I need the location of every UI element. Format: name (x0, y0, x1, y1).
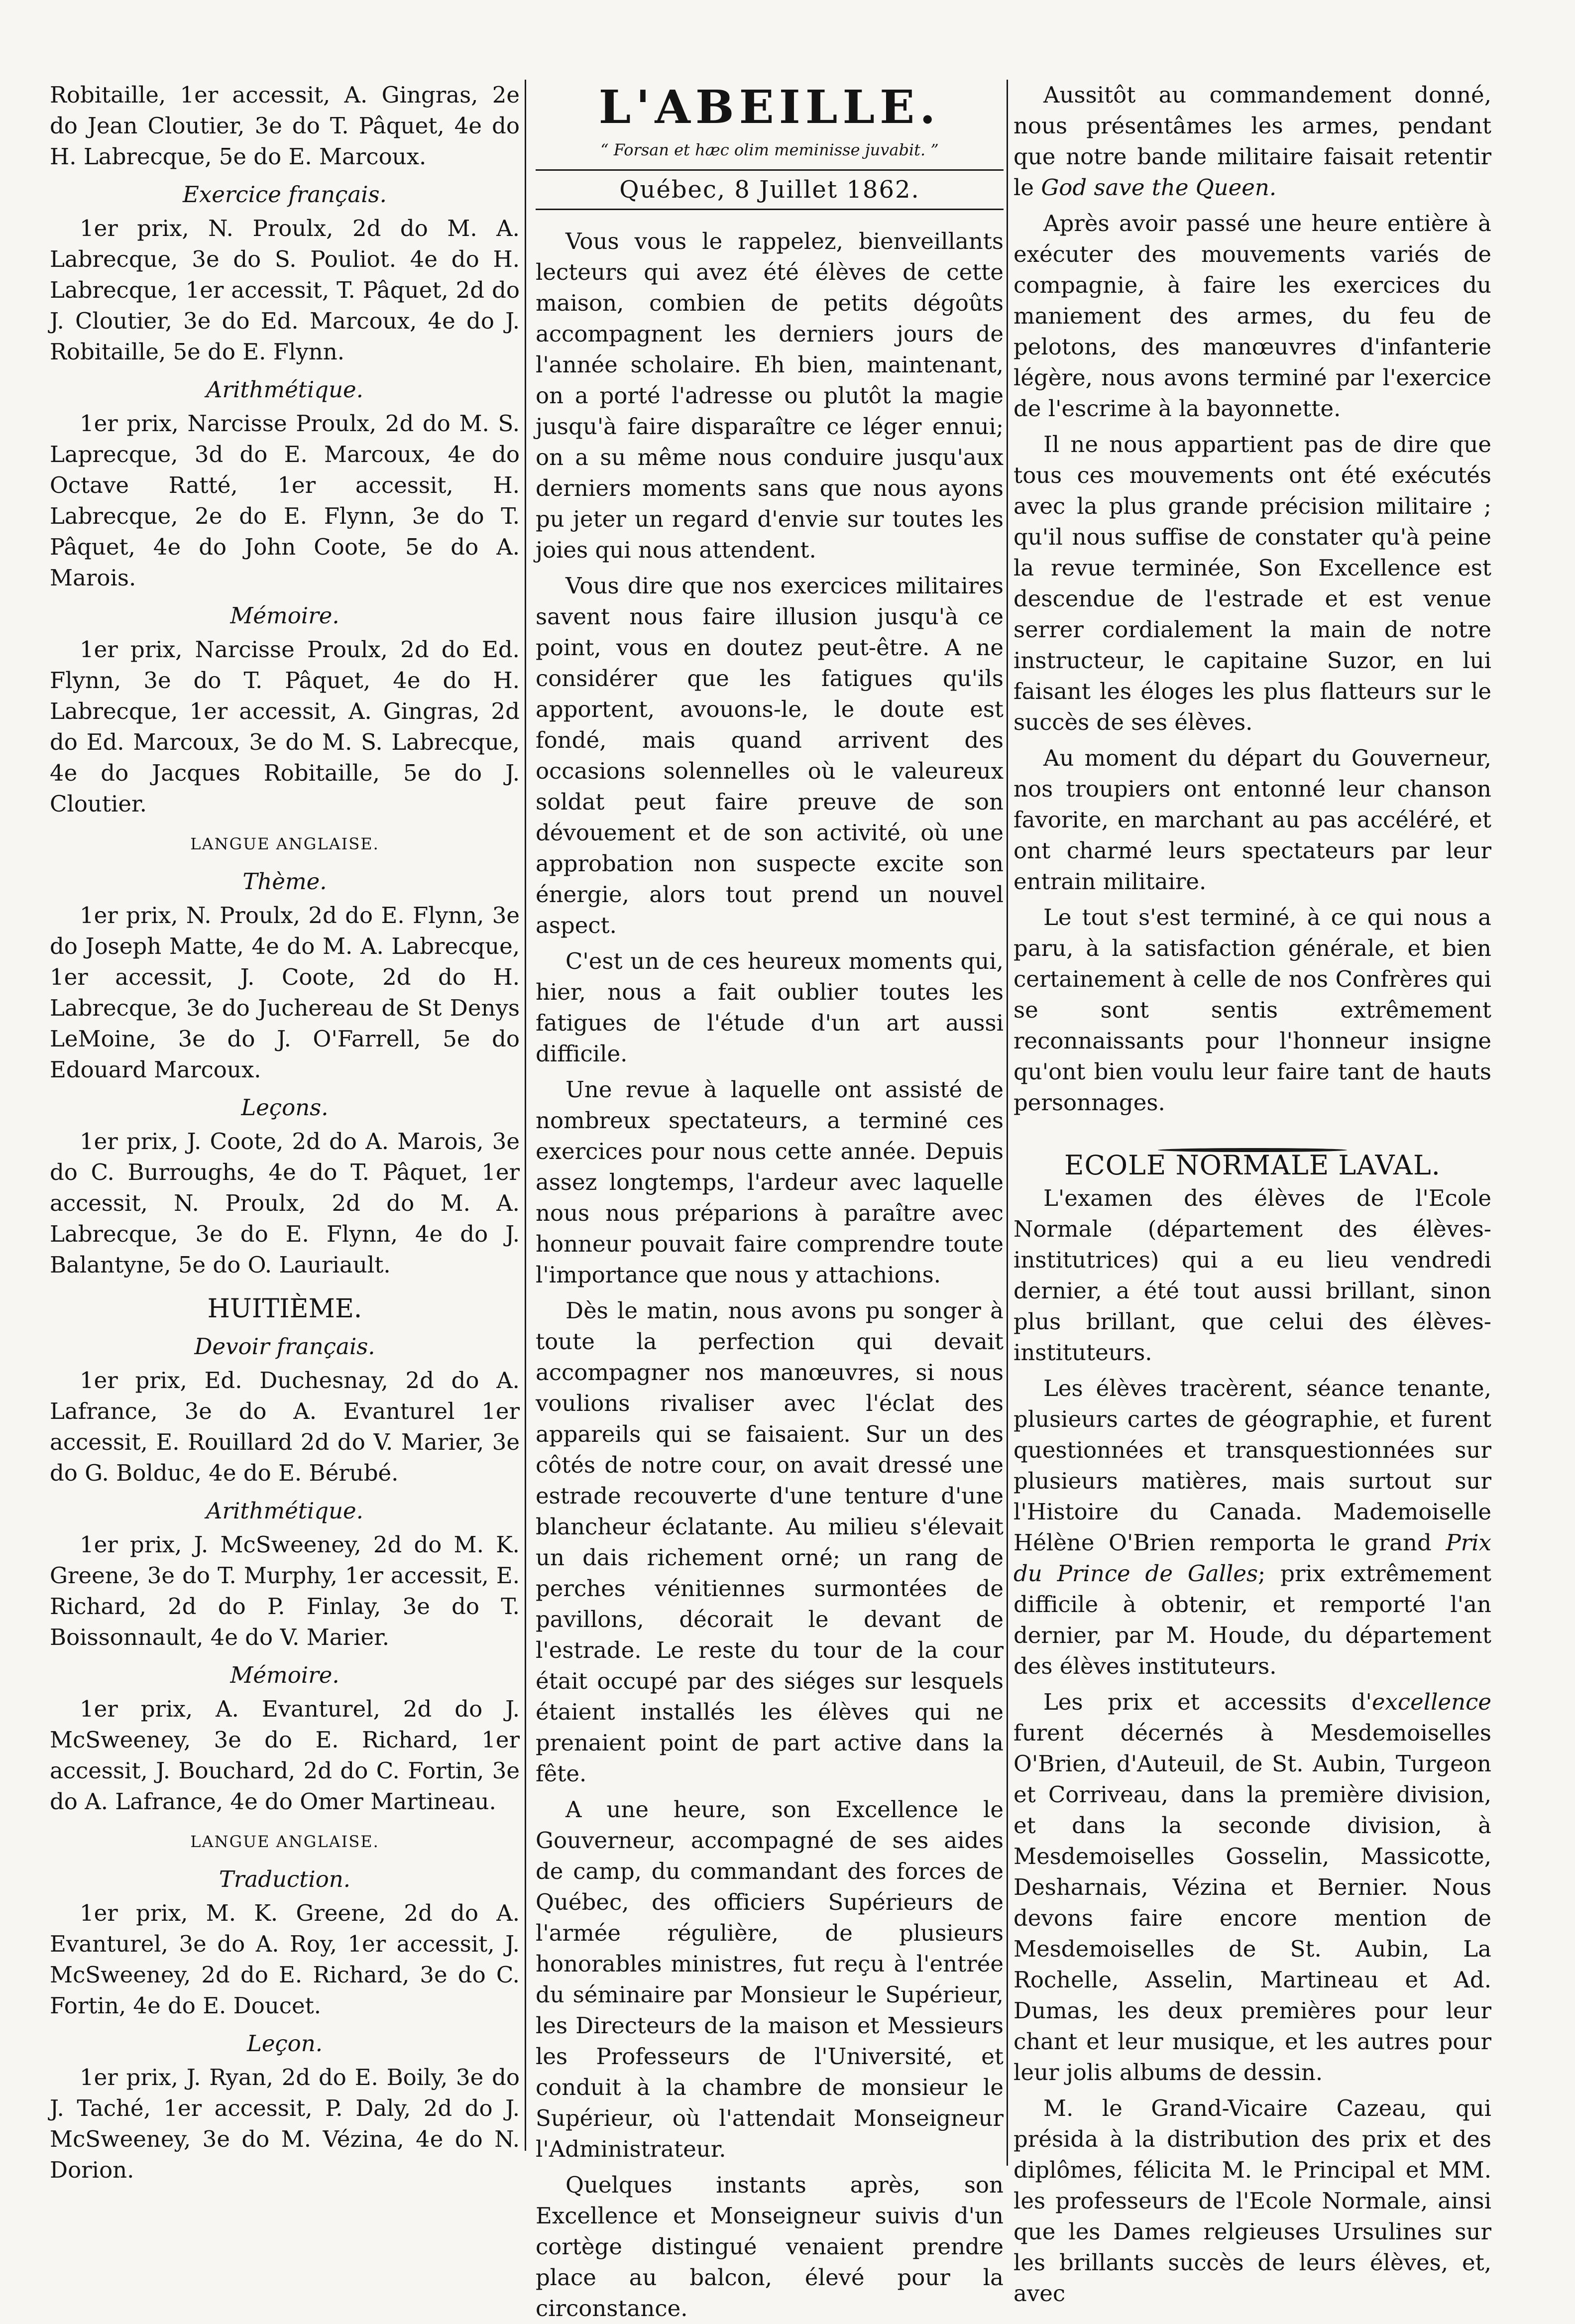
subheading: Devoir français. (194, 1333, 375, 1360)
class-heading: HUITIÈME. (207, 1294, 362, 1324)
prize-list-paragraph: 1er prix, Ed. Duchesnay, 2d do A. Lafrance, 3e do A. Evanturel 1er accessit, E. Rouillard 2d do V. Marier, 3e do G. Bolduc, 4e do E. Bérubé. (50, 1367, 520, 1486)
section-heading-caps: LANGUE ANGLAISE. (190, 1832, 379, 1851)
spacer (536, 210, 1004, 226)
article-paragraph: Vous dire que nos exercices militaires savent nous faire illusion jusqu'à ce point, vous en doutez peut-être. A ne considérer que les fatigues qu'ils apportent, avouons-le, le doute est fondé, mais quand arrivent des occasions solennelles où le valeureux soldat peut faire preuve de son dévouement et de son activité, où une approbation non suspecte excite son énergie, alors tout prend un nouvel aspect. (536, 573, 1004, 938)
section-title: ECOLE NORMALE LAVAL. (1064, 1150, 1441, 1181)
column-right (1013, 80, 1491, 2309)
column-rule-left (525, 80, 526, 2151)
prize-list-paragraph: 1er prix, M. K. Greene, 2d do A. Evanturel, 3e do A. Roy, 1er accessit, J. McSweeney, 2d do E. Richard, 3e do C. Fortin, 4e do E. Doucet. (50, 1900, 520, 2019)
article-paragraph: Une revue à laquelle ont assisté de nombreux spectateurs, a terminé ces exercices pour nous cette année. Depuis assez longtemps, l'ardeur avec laquelle nous nous préparions à paraître avec honneur pouvait faire comprendre toute l'importance que nous y attachions. (536, 1076, 1004, 1288)
article-paragraph: Vous vous le rappelez, bienveillants lecteurs qui avez été élèves de cette maison, combien de petits dégoûts accompagnent les derniers jours de l'année scholaire. Eh bien, maintenant, on a porté l'adresse ou plutôt la magie jusqu'à faire disparaître ce léger ennui; on a su même nous conduire jusqu'aux derniers moments sans que nous ayons pu jeter un regard d'envie sur toutes les joies qui nous attendent. (536, 228, 1004, 563)
ornamental-divider (1013, 1129, 1491, 1136)
column-middle (536, 80, 1004, 2324)
article-text: ; prix extrêmement difficile à obtenir, et remporté l'an dernier, par M. Houde, du département des élèves instituteurs. (1013, 1560, 1491, 1679)
article-paragraph (1013, 1373, 1491, 1682)
subheading: Traduction. (219, 1866, 351, 1892)
column-rule-right (1007, 80, 1008, 2166)
subheading: Mémoire. (230, 1662, 339, 1688)
article-text: Aussitôt au commandement donné, nous présentâmes les armes, pendant que notre bande militaire faisait retentir le (1013, 82, 1491, 201)
prize-name: Prix du Prince de Galles (1013, 1529, 1492, 1587)
article-paragraph: Quelques instants après, son Excellence et Monseigneur suivis d'un cortège distingué venaient prendre place au balcon, élevé pour la circonstance. (536, 2172, 1004, 2322)
article-paragraph: A une heure, son Excellence le Gouverneur, accompagné de ses aides de camp, du commandant des forces de Québec, des officiers Supérieurs de l'armée régulière, de plusieurs honorables ministres, fut reçu à l'entrée du séminaire par Monsieur le Supérieur, les Directeurs de la maison et Messieurs les Professeurs de l'Université, et conduit à la chambre de monsieur le Supérieur, où l'attendait Monseigneur l'Administrateur. (536, 1796, 1004, 2162)
subheading: Thème. (242, 868, 327, 895)
section-heading-caps: LANGUE ANGLAISE. (190, 834, 379, 853)
article-text: furent décernés à Mesdemoiselles O'Brien, d'Auteuil, de St. Aubin, Turgeon et Corriveau, dans la première division, et dans la seconde division, à Mesdemoiselles Gosselin, Massicotte, Desharnais, Vézina et Bernier. Nous devons faire encore mention de Mesdemoiselles de St. Aubin, La Rochelle, Asselin, Martineau et Ad. Dumas, les deux premières pour leur chant et leur musique, et les autres pour leur jolis albums de dessin. (1013, 1720, 1491, 2086)
masthead-title: L'ABEILLE. (598, 80, 941, 134)
article-text: Les prix et accessits d' (1043, 1689, 1372, 1715)
emphasis-text: excellence (1371, 1689, 1491, 1715)
subheading: Leçons. (241, 1094, 329, 1121)
column-left (50, 80, 520, 2186)
dateline: Québec, 8 Juillet 1862. (619, 176, 920, 204)
article-paragraph: Après avoir passé une heure entière à exécuter des mouvements variés de compagnie, à faire les exercices du maniement des armes, du feu de pelotons, des manœuvres d'infanterie légère, nous avons terminé par l'exercice de l'escrime à la bayonnette. (1013, 210, 1491, 422)
prize-list-paragraph: 1er prix, N. Proulx, 2d do E. Flynn, 3e do Joseph Matte, 4e do M. A. Labrecque, 1er accessit, J. Coote, 2d do H. Labrecque, 3e do Juchereau de St Denys LeMoine, 3e do J. O'Farrell, 5e do Edouard Marcoux. (50, 902, 520, 1083)
song-title: God save the Queen. (1041, 174, 1277, 201)
article-paragraph: C'est un de ces heureux moments qui, hier, nous a fait oublier toutes les fatigues de l'étude d'un art aussi difficile. (536, 948, 1004, 1067)
article-paragraph: Dès le matin, nous avons pu songer à toute la perfection qui devait accompagner nos manœuvres, si nous voulions rivaliser avec l'éclat des appareils qui se faisaient. Sur un des côtés de notre cour, on avait dressé une estrade recouverte d'une tenture d'une blancheur éclatante. Au milieu s'élevait un dais richement orné; un rang de perches vénitiennes surmontées de pavillons, décorait le devant de l'estrade. Le reste du tour de la cour était occupé par des siéges sur lesquels étaient installés les élèves qui ne prenaient point de part active dans la fête. (536, 1297, 1004, 1787)
article-paragraph: Il ne nous appartient pas de dire que tous ces mouvements ont été exécutés avec la plus grande précision militaire ; qu'il nous suffise de constater qu'à peine la revue terminée, Son Excellence est descendue de l'estrade et est venue serrer cordialement la main de notre instructeur, le capitaine Suzor, en lui faisant les éloges les plus flatteurs sur le succès de ses élèves. (1013, 431, 1491, 735)
article-paragraph: Au moment du départ du Gouverneur, nos troupiers ont entonné leur chanson favorite, en marchant au pas accéléré, et ont charmé leurs spectateurs par leur entrain militaire. (1013, 745, 1491, 895)
article-paragraph: Le tout s'est terminé, à ce qui nous a paru, à la satisfaction générale, et bien certainement à celle de nos Confrères qui se sont sentis extrêmement reconnaissants pour l'honneur insigne qu'ont bien voulu leur faire tant de hauts personnages. (1013, 904, 1491, 1116)
prize-list-paragraph: 1er prix, N. Proulx, 2d do M. A. Labrecque, 3e do S. Pouliot. 4e do H. Labrecque, 1er accessit, T. Pâquet, 2d do J. Cloutier, 3e do Ed. Marcoux, 4e do J. Robitaille, 5e do E. Flynn. (50, 215, 520, 365)
prize-list-paragraph: 1er prix, Narcisse Proulx, 2d do M. S. Laprecque, 3d do E. Marcoux, 4e do Octave Ratté, 1er accessit, H. Labrecque, 2e do E. Flynn, 3e do T. Pâquet, 4e do John Coote, 5e do A. Marois. (50, 410, 520, 591)
prize-list-paragraph: 1er prix, Narcisse Proulx, 2d do Ed. Flynn, 3e do T. Pâquet, 4e do H. Labrecque, 1er accessit, A. Gingras, 2d do Ed. Marcoux, 3e do M. S. Labrecque, 4e do Jacques Robitaille, 5e do J. Cloutier. (50, 636, 520, 817)
article-paragraph: M. le Grand-Vicaire Cazeau, qui présida à la distribution des prix et des diplômes, félicita M. le Principal et MM. les professeurs de l'Ecole Normale, ainsi que les Dames relgieuses Ursulines sur les brillants succès de leurs élèves, et, avec (1013, 2095, 1491, 2307)
masthead-motto: “ Forsan et hæc olim meminisse juvabit. ” (600, 140, 939, 159)
subheading: Leçon. (246, 2030, 323, 2057)
prize-list-paragraph: 1er prix, J. McSweeney, 2d do M. K. Greene, 3e do T. Murphy, 1er accessit, E. Richard, 2d do P. Finlay, 3e do T. Boissonnault, 4e do V. Marier. (50, 1531, 520, 1650)
subheading: Arithmétique. (206, 376, 363, 403)
subheading: Mémoire. (230, 602, 339, 629)
prize-list-paragraph: 1er prix, J. Ryan, 2d do E. Boily, 3e do J. Taché, 1er accessit, P. Daly, 2d do J. McSweeney, 3e do M. Vézina, 4e do N. Dorion. (50, 2064, 520, 2183)
article-paragraph (1013, 1687, 1491, 2088)
subheading: Exercice français. (183, 181, 387, 208)
prize-list-paragraph: 1er prix, A. Evanturel, 2d do J. McSweeney, 3e do E. Richard, 1er accessit, J. Bouchard, 2d do C. Fortin, 3e do A. Lafrance, 4e do Omer Martineau. (50, 1696, 520, 1815)
article-paragraph: L'examen des élèves de l'Ecole Normale (département des élèves-institutrices) qui a eu lieu vendredi dernier, a été tout aussi brillant, sinon plus brillant, que celui des élèves-instituteurs. (1013, 1185, 1491, 1366)
prize-list-paragraph: 1er prix, J. Coote, 2d do A. Marois, 3e do C. Burroughs, 4e do T. Pâquet, 1er accessit, N. Proulx, 2d do M. A. Labrecque, 3e do E. Flynn, 4e do J. Balantyne, 5e do O. Lauriault. (50, 1128, 520, 1278)
article-text: Les élèves tracèrent, séance tenante, plusieurs cartes de géographie, et furent questionnées et transquestionnées sur plusieurs matières, mais surtout sur l'Histoire du Canada. Mademoiselle Hélène O'Brien remporta le grand (1013, 1375, 1491, 1556)
article-paragraph (1013, 80, 1491, 203)
subheading: Arithmétique. (206, 1498, 363, 1524)
prize-list-paragraph: Robitaille, 1er accessit, A. Gingras, 2e do Jean Cloutier, 3e do T. Pâquet, 4e do H. Labrecque, 5e do E. Marcoux. (50, 82, 520, 170)
